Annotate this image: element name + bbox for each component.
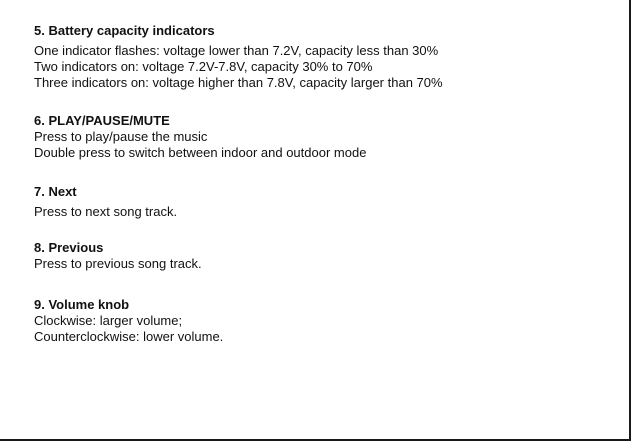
section-next [34,184,177,220]
section-heading: 6. PLAY/PAUSE/MUTE [34,113,170,128]
section-volume-knob [34,297,223,345]
section-heading: 9. Volume knob [34,297,130,312]
section-line: Clockwise: larger volume; [34,313,183,328]
section-heading: 8. Previous [34,240,104,255]
section-line: Double press to switch between indoor and outdoor mode [34,145,367,160]
section-previous [34,240,202,272]
section-line: One indicator flashes: voltage lower than 7.2V, capacity less than 30% [34,43,439,58]
section-line: Three indicators on: voltage higher than 7.8V, capacity larger than 70% [34,75,443,90]
section-play-pause-mute [34,113,366,161]
section-line: Press to next song track. [34,204,178,219]
section-line: Press to previous song track. [34,256,202,271]
section-heading: 5. Battery capacity indicators [34,23,215,38]
section-line: Two indicators on: voltage 7.2V-7.8V, capacity 30% to 70% [34,59,373,74]
section-battery-capacity-indicators [34,23,443,91]
section-line: Press to play/pause the music [34,129,208,144]
section-line: Counterclockwise: lower volume. [34,329,224,344]
section-heading: 7. Next [34,184,77,199]
